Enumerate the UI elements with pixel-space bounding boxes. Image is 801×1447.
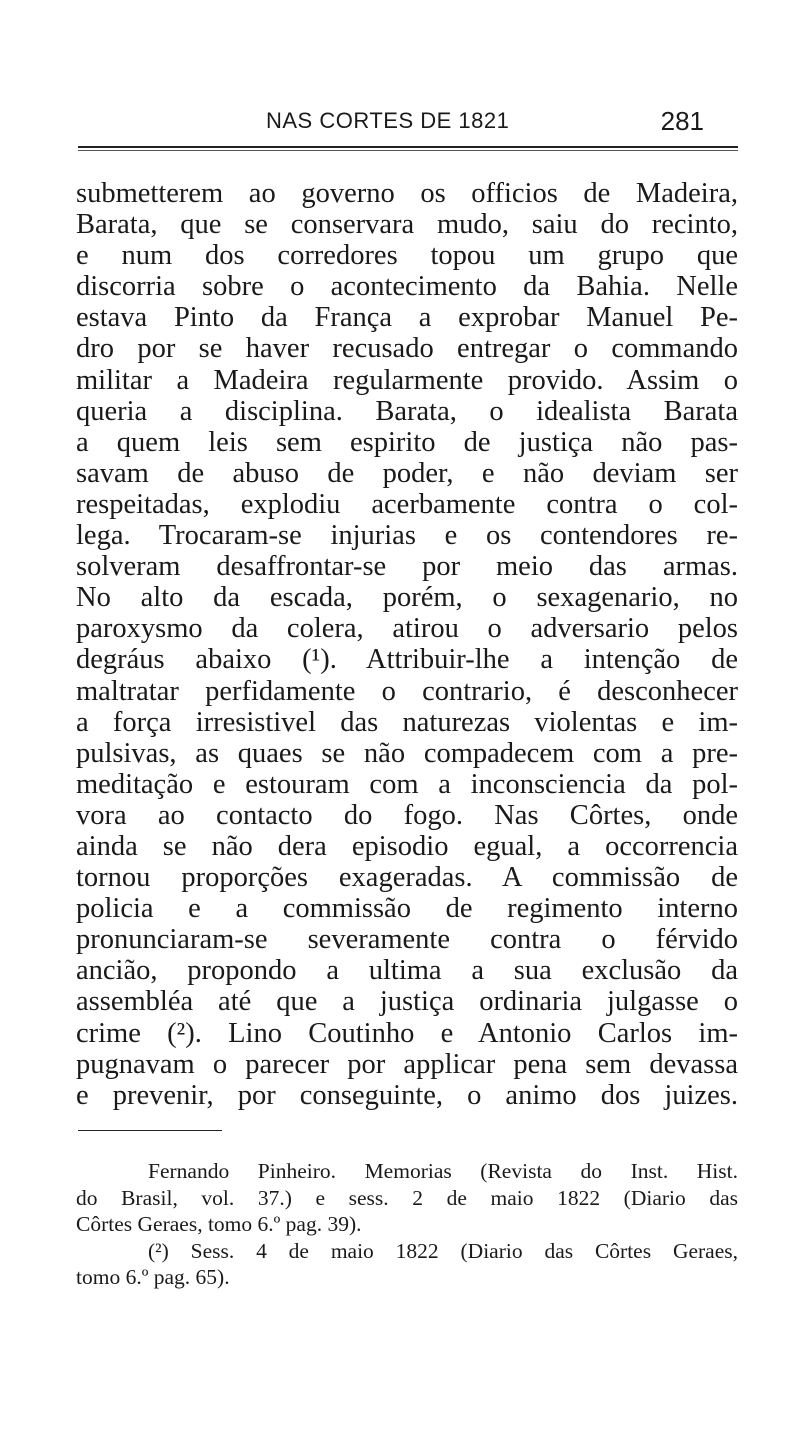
footnotes [76, 1158, 738, 1291]
header-rule [78, 146, 738, 148]
footnote-line: do Brasil, vol. 37.) e sess. 2 de maio 1822 (Diario das [76, 1185, 738, 1210]
text-line: discorria sobre o acontecimento da Bahia. Nelle [76, 271, 738, 303]
text-line: assembléa até que a justiça ordinaria julgasse o [76, 986, 738, 1018]
text-line: paroxysmo da colera, atirou o adversario pelos [76, 613, 738, 645]
text-line: No alto da escada, porém, o sexagenario, no [76, 582, 738, 614]
text-line: Barata, que se conservara mudo, saiu do recinto, [76, 209, 738, 241]
body-text [76, 178, 738, 1111]
text-line: e prevenir, por conseguinte, o animo dos juizes. [76, 1079, 738, 1111]
text-line: queria a disciplina. Barata, o idealista Barata [76, 395, 738, 427]
text-line: meditação e estouram com a inconsciencia da pol- [76, 768, 738, 800]
text-line: pulsivas, as quaes se não compadecem com a pre- [76, 737, 738, 769]
running-title: NAS CORTES DE 1821 [266, 108, 510, 133]
footnote-line: Côrtes Geraes, tomo 6.º pag. 39). [76, 1212, 362, 1237]
text-line: maltratar perfidamente o contrario, é desconhecer [76, 675, 738, 707]
footnote-rule [78, 1130, 222, 1131]
text-line: a quem leis sem espirito de justiça não pas- [76, 426, 738, 458]
text-line: ainda se não dera episodio egual, a occorrencia [76, 830, 738, 862]
text-line: solveram desaffrontar-se por meio das armas. [76, 551, 738, 583]
text-line: submetterem ao governo os officios de Madeira, [76, 178, 738, 209]
text-line: pugnavam o parecer por applicar pena sem devassa [76, 1048, 738, 1080]
page-number: 281 [660, 106, 704, 136]
text-line: tornou proporções exageradas. A commissão de [76, 862, 738, 894]
text-line: respeitadas, explodiu acerbamente contra o col- [76, 488, 738, 520]
text-line: a força irresistivel das naturezas violentas e im- [76, 706, 738, 738]
text-line: dro por se haver recusado entregar o commando [76, 333, 738, 365]
text-line: estava Pinto da França a exprobar Manuel Pe- [76, 302, 738, 334]
header-rule-thin [78, 150, 738, 151]
text-line: ancião, propondo a ultima a sua exclusão da [76, 955, 738, 987]
page-header [78, 104, 738, 144]
text-line: degráus abaixo (¹). Attribuir-lhe a intenção de [76, 644, 738, 676]
text-line: crime (²). Lino Coutinho e Antonio Carlos im- [76, 1017, 738, 1049]
text-line: savam de abuso de poder, e não deviam ser [76, 457, 738, 489]
footnote-line: Fernando Pinheiro. Memorias (Revista do Inst. Hist. [148, 1159, 738, 1183]
text-line: policia e a commissão de regimento interno [76, 893, 738, 925]
footnote-line: tomo 6.º pag. 65). [76, 1265, 230, 1290]
text-line: militar a Madeira regularmente provido. Assim o [76, 364, 738, 396]
text-line: vora ao contacto do fogo. Nas Côrtes, onde [76, 799, 738, 831]
text-line: e num dos corredores topou um grupo que [76, 240, 738, 272]
text-line: lega. Trocaram-se injurias e os contendores re- [76, 520, 738, 552]
text-line: pronunciaram-se severamente contra o férvido [76, 924, 738, 956]
footnote-line: (²) Sess. 4 de maio 1822 (Diario das Côrtes Geraes, [148, 1238, 738, 1263]
